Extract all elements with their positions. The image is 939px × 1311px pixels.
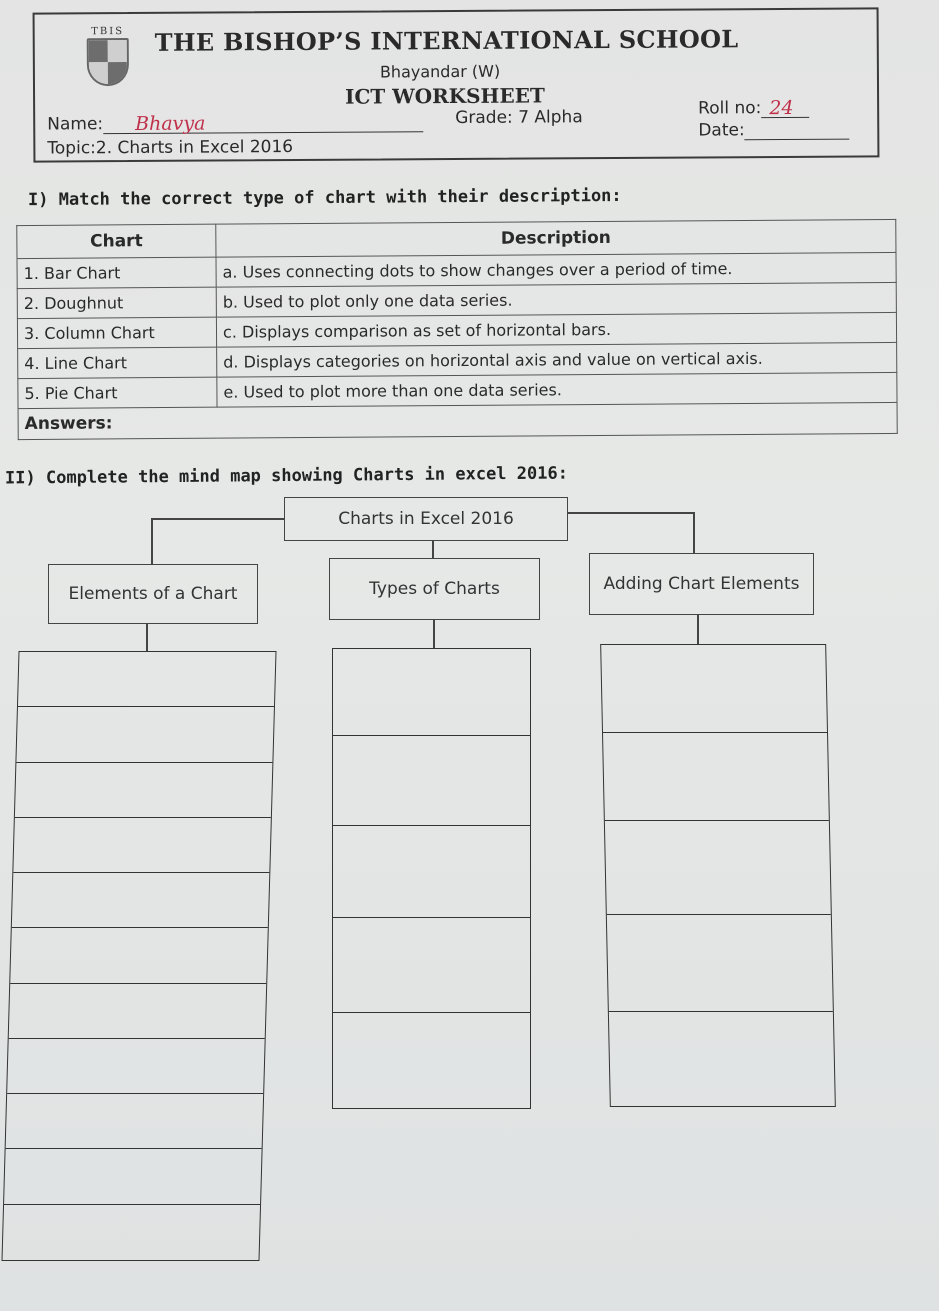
blank-answer-box[interactable] bbox=[18, 652, 276, 707]
school-name: THE BISHOP’S INTERNATIONAL SCHOOL bbox=[154, 24, 739, 57]
blank-answer-box[interactable] bbox=[333, 918, 530, 1013]
blank-answer-box[interactable] bbox=[15, 763, 273, 818]
header-box bbox=[33, 7, 880, 162]
roll-value: 24 bbox=[769, 96, 794, 120]
match-table bbox=[16, 219, 897, 440]
blank-answer-box[interactable] bbox=[333, 736, 530, 826]
blank-column-adding bbox=[600, 644, 836, 1107]
mindmap-branch-adding: Adding Chart Elements bbox=[589, 553, 814, 615]
topic: Topic:2. Charts in Excel 2016 bbox=[47, 136, 294, 159]
shield-icon bbox=[87, 38, 129, 86]
description-cell: a. Uses connecting dots to show changes over a period of time. bbox=[216, 252, 896, 287]
blank-answer-box[interactable] bbox=[609, 1012, 835, 1106]
chart-cell: 2. Doughnut bbox=[17, 287, 216, 318]
date-label: Date: bbox=[698, 120, 745, 141]
answers-label: Answers: bbox=[18, 402, 897, 439]
blank-answer-box[interactable] bbox=[10, 928, 268, 983]
blank-answer-box[interactable] bbox=[9, 984, 267, 1039]
blank-answer-box[interactable] bbox=[7, 1039, 265, 1094]
connector-line bbox=[151, 518, 153, 564]
mindmap-root: Charts in Excel 2016 bbox=[284, 497, 568, 541]
name-value: Bhavya bbox=[135, 112, 206, 135]
logo-text: TBIS bbox=[91, 26, 125, 38]
blank-answer-box[interactable] bbox=[13, 818, 271, 873]
connector-line bbox=[146, 623, 148, 651]
blank-answer-box[interactable] bbox=[4, 1149, 262, 1204]
blank-answer-box[interactable] bbox=[601, 645, 827, 733]
grade: Grade: 7 Alpha bbox=[455, 107, 583, 129]
blank-answer-box[interactable] bbox=[333, 649, 530, 736]
blank-answer-box[interactable] bbox=[607, 915, 833, 1013]
description-cell: b. Used to plot only one data series. bbox=[216, 282, 896, 317]
roll-field bbox=[698, 98, 809, 119]
description-cell: e. Used to plot more than one data series. bbox=[217, 372, 897, 407]
blank-answer-box[interactable] bbox=[6, 1094, 264, 1149]
name-field bbox=[47, 112, 423, 134]
school-location: Bhayandar (W) bbox=[379, 61, 501, 82]
name-label: Name: bbox=[47, 114, 104, 135]
mindmap-branch-elements: Elements of a Chart bbox=[48, 564, 258, 624]
chart-cell: 3. Column Chart bbox=[17, 317, 216, 348]
connector-line bbox=[697, 615, 699, 645]
column-header-chart: Chart bbox=[17, 224, 216, 258]
roll-label: Roll no: bbox=[698, 98, 762, 119]
connector-line bbox=[433, 620, 435, 649]
section1-title: I) Match the correct type of chart with their description: bbox=[27, 185, 622, 211]
answers-row bbox=[18, 402, 897, 439]
blank-column-types bbox=[332, 648, 531, 1109]
connector-line bbox=[568, 512, 694, 514]
blank-answer-box[interactable] bbox=[12, 873, 270, 928]
blank-answer-box[interactable] bbox=[605, 821, 831, 915]
date-value bbox=[745, 123, 850, 141]
blank-answer-box[interactable] bbox=[333, 1013, 530, 1108]
connector-line bbox=[151, 518, 285, 520]
column-header-description: Description bbox=[216, 219, 896, 257]
chart-cell: 4. Line Chart bbox=[18, 347, 217, 378]
description-cell: c. Displays comparison as set of horizontal bars. bbox=[216, 312, 896, 347]
chart-cell: 1. Bar Chart bbox=[17, 257, 216, 288]
section2-title: II) Complete the mind map showing Charts in excel 2016: bbox=[4, 463, 568, 489]
connector-line bbox=[693, 512, 695, 554]
blank-answer-box[interactable] bbox=[16, 707, 274, 762]
blank-answer-box[interactable] bbox=[3, 1205, 261, 1260]
mindmap-branch-types: Types of Charts bbox=[329, 558, 540, 620]
worksheet-title: ICT WORKSHEET bbox=[344, 83, 545, 109]
blank-answer-box[interactable] bbox=[333, 826, 530, 918]
connector-line bbox=[432, 540, 434, 559]
blank-answer-box[interactable] bbox=[603, 733, 829, 822]
school-logo bbox=[83, 26, 133, 86]
date-field bbox=[698, 120, 849, 141]
chart-cell: 5. Pie Chart bbox=[18, 377, 217, 408]
description-cell: d. Displays categories on horizontal axis and value on vertical axis. bbox=[217, 342, 897, 377]
blank-column-elements bbox=[1, 651, 276, 1261]
